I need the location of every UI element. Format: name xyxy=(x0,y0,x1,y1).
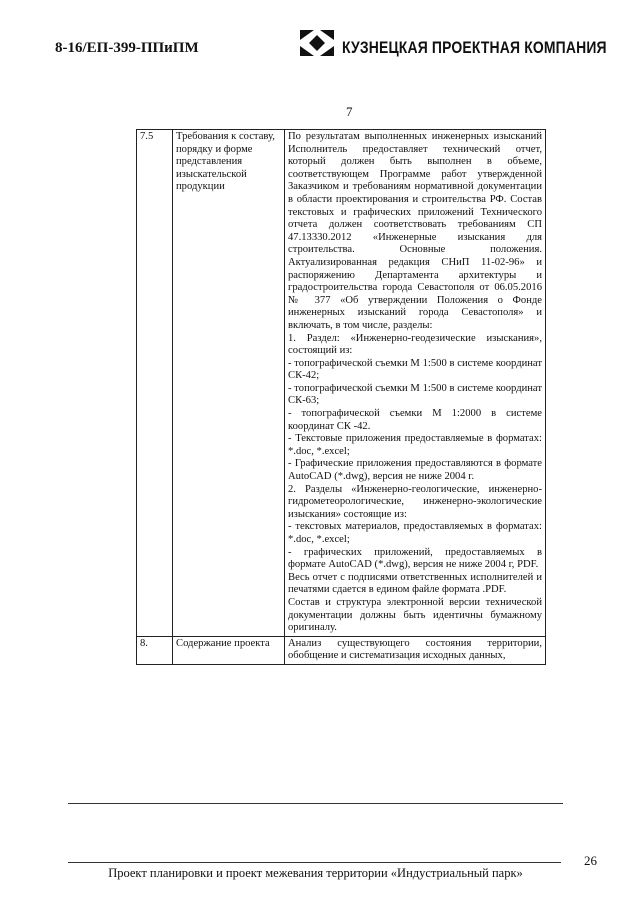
paragraph: - текстовых материалов, предоставляемых в форматах: *.doc, *.excel; xyxy=(288,521,542,545)
table-row xyxy=(137,636,546,664)
footer-title: Проект планировки и проект межевания территории «Индустриальный парк» xyxy=(108,866,523,880)
document-code: 8-16/ЕП-399-ППиПМ xyxy=(55,40,199,56)
paragraph: - топографической съемки М 1:500 в системе координат СК-63; xyxy=(288,382,542,407)
sheet-number: 26 xyxy=(584,853,597,868)
paragraph: По результатам выполненных инженерных изысканий Исполнитель предоставляет технический отчет, который должен быть выполнен в объеме, соответствующем Программе работ утвержденной Заказчиком и требованиям нормативной документации в области проектирования и строительства РФ. Состав текстовых и графических приложений Технического отчета должен соответствовать требованиям СП 47.13330.2012 «Инженерные изыскания для строительства. Основные положения. Актуализированная редакция СНиП 11-02-96» и распоряжению Департамента архитектуры и градостроительства города Севастополя от 06.05.2016 № 377 «Об утверждении Положения о Фонде инженерных изысканий города Севастополя» и включать, в том числе, разделы: xyxy=(288,131,542,331)
paragraph: 1. Раздел: «Инженерно-геодезические изыскания», состоящий из: xyxy=(288,332,542,357)
paragraph: 2. Разделы «Инженерно-геологические, инженерно- гидрометеорологические, инженерно-экологические изыскания» состоящие из: xyxy=(288,483,542,520)
paragraph: - графических приложений, предоставляемых в формате AutoCAD (*.dwg), версия не ниже 2004 г, PDF. xyxy=(288,546,542,571)
company-name: КУЗНЕЦКАЯ ПРОЕКТНАЯ КОМПАНИЯ xyxy=(342,38,607,57)
kpk-logo-icon xyxy=(300,30,334,56)
table-row xyxy=(137,130,546,637)
paragraph: - топографической съемки М 1:2000 в системе координат СК -42. xyxy=(288,408,542,432)
page-number: 7 xyxy=(346,104,353,119)
paragraph: Весь отчет с подписями ответственных исполнителей и печатями сдается в едином файле формата .PDF. xyxy=(288,571,542,596)
page-divider xyxy=(68,803,563,804)
paragraph: - Текстовые приложения предоставляемые в форматах: *.doc, *.excel; xyxy=(288,433,542,457)
paragraph: Анализ существующего состояния территории, обобщение и систематизация исходных данных, xyxy=(288,637,542,662)
row-content xyxy=(285,130,546,637)
row-title: Содержание проекта xyxy=(173,636,285,664)
row-number: 8. xyxy=(137,636,173,664)
requirements-table xyxy=(136,129,546,665)
paragraph: - Графические приложения предоставляются в формате AutoCAD (*.dwg), версия не ниже 2004 г. xyxy=(288,458,542,483)
paragraph: Состав и структура электронной версии технической документации должны быть идентичны бумажному оригиналу. xyxy=(288,596,542,634)
row-content xyxy=(285,636,546,664)
footer-divider xyxy=(68,862,561,863)
row-number: 7.5 xyxy=(137,130,173,637)
row-title: Требования к составу, порядку и форме представления изыскательской продукции xyxy=(173,130,285,637)
paragraph: - топографической съемки М 1:500 в системе координат СК-42; xyxy=(288,357,542,382)
